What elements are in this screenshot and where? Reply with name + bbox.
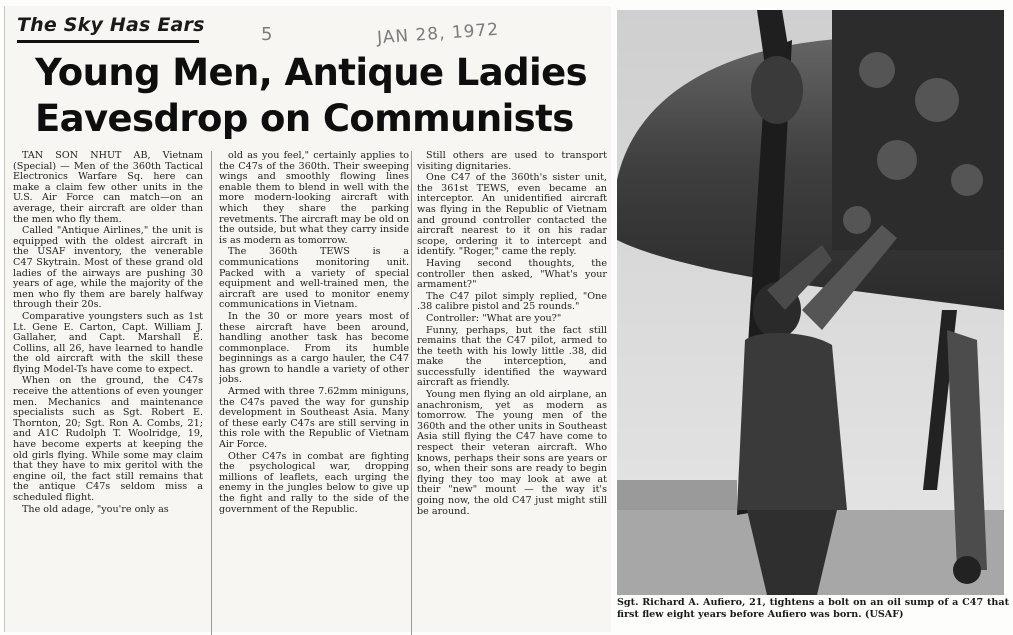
paragraph: Still others are used to transport visiting dignitaries.	[417, 151, 607, 172]
distant-aircraft	[617, 480, 737, 510]
paragraph: Armed with three 7.62mm miniguns, the C47s paved the way for gunship development in Southeast Asia. Many of these early C47s are still serving in this role with the Republic of Vietnam Air Force.	[219, 386, 409, 451]
paragraph: The C47 pilot simply replied, "One .38 calibre pistol and 25 rounds."	[417, 290, 607, 313]
photo-illustration	[617, 10, 1004, 595]
propeller-hub	[751, 56, 803, 124]
column-2	[219, 151, 409, 635]
paragraph: The old adage, "you're only as	[22, 503, 169, 515]
paragraph: Having second thoughts, the controller then asked, "What's your armament?"	[417, 257, 607, 291]
column-3	[417, 151, 607, 635]
paragraph: Comparative youngsters such as 1st Lt. Gene E. Carton, Capt. William J. Gallaher, and Capt. Marshall E. Collins, all 26, have learned to handle the old aircraft with the skill these flying Model-Ts have come to expect.	[13, 310, 203, 375]
article-text-area	[4, 6, 611, 632]
paragraph: TAN SON NHUT AB, Vietnam (Special) — Men of the 360th Tactical Electronics Warfare Sq. here can make a claim few other units in the U.S. Air Force can match—on an average, their aircraft are older than the men who fly them.	[13, 151, 203, 225]
headline	[35, 50, 605, 142]
tire	[953, 556, 981, 584]
paragraph: Called "Antique Airlines," the unit is equipped with the oldest aircraft in the USAF inventory, the venerable C47 Skytrain. Most of these grand old ladies of the airways are pushing 30 years of age, while the majority of the men who fly them are barely halfway through their 20s.	[13, 225, 203, 311]
headline-line-2: Eavesdrop on Communists	[35, 97, 574, 140]
paragraph: One C47 of the 360th's sister unit, the 361st TEWS, even became an interceptor. An unidentified aircraft was flying in the Republic of Vietnam and ground controller contacted the aircraft nearest to it on his radar scope, ordering it to intercept and identify. "Roger," came the reply.	[417, 172, 607, 258]
article-columns	[13, 151, 613, 635]
column-divider	[211, 151, 212, 635]
handwritten-date: JAN 28, 1972	[376, 19, 500, 49]
paragraph: Controller: "What are you?"	[426, 312, 562, 324]
paragraph: When on the ground, the C47s receive the attentions of even younger men. Mechanics and maintenance specialists such as Sgt. Robert E. Thornton, 20; Sgt. Ron A. Combs, 21; and A1C Rudolph T. Woolridge, 19, have become experts at keeping the old girls flying. While some may claim that they have to mix geritol with the engine oil, the fact still remains that the antique C47s seldom miss a scheduled flight.	[13, 375, 203, 503]
kicker-title: The Sky Has Ears	[17, 14, 205, 36]
paragraph: Other C47s in combat are fighting the psychological war, dropping millions of leaflets, each urging the enemy in the jungles below to give up the fight and rally to the side of the government of the Republic.	[219, 450, 409, 515]
column-divider	[411, 151, 412, 635]
paragraph: old as you feel," certainly applies to the C47s of the 360th. Their sweeping wings and smoothly flowing lines enable them to blend in well with the more modern-looking aircraft with which they share the parking revetments. The aircraft may be old on the outside, but what they carry inside is as modern as tomorrow.	[219, 151, 409, 246]
column-1	[13, 151, 203, 635]
paragraph: Funny, perhaps, but the fact still remains that the C47 pilot, armed to the teeth with his lowly little .38, did make the interception, and successfully identified the wayward aircraft as friendly.	[417, 324, 607, 389]
paragraph: The 360th TEWS is a communications monitoring unit. Packed with a variety of special equipment and well-trained men, the aircraft are used to monitor enemy communications in Vietnam.	[219, 246, 409, 311]
headline-line-1: Young Men, Antique Ladies	[35, 51, 588, 94]
photo-mechanic-c47	[617, 10, 1004, 595]
handwritten-mark: 5	[261, 24, 273, 45]
paragraph: In the 30 or more years most of these aircraft have been around, handling another task has become commonplace. From its humble beginnings as a cargo hauler, the C47 has grown to handle a variety of other jobs.	[219, 310, 409, 386]
photo-caption: Sgt. Richard A. Aufiero, 21, tightens a bolt on an oil sump of a C47 that first flew eight years before Aufiero was born. (USAF)	[617, 597, 1009, 620]
kicker-underline	[17, 40, 199, 43]
paragraph: Young men flying an old airplane, an anachronism, yet as modern as tomorrow. The young men of the 360th and the other units in Southeast Asia still flying the C47 have come to respect their veteran aircraft. Who knows, perhaps their sons are years or so, when their sons are ready to begin flying they too may look at awe at their "new" mount — the way it's going now, the old C47 just might still be around.	[417, 389, 607, 517]
